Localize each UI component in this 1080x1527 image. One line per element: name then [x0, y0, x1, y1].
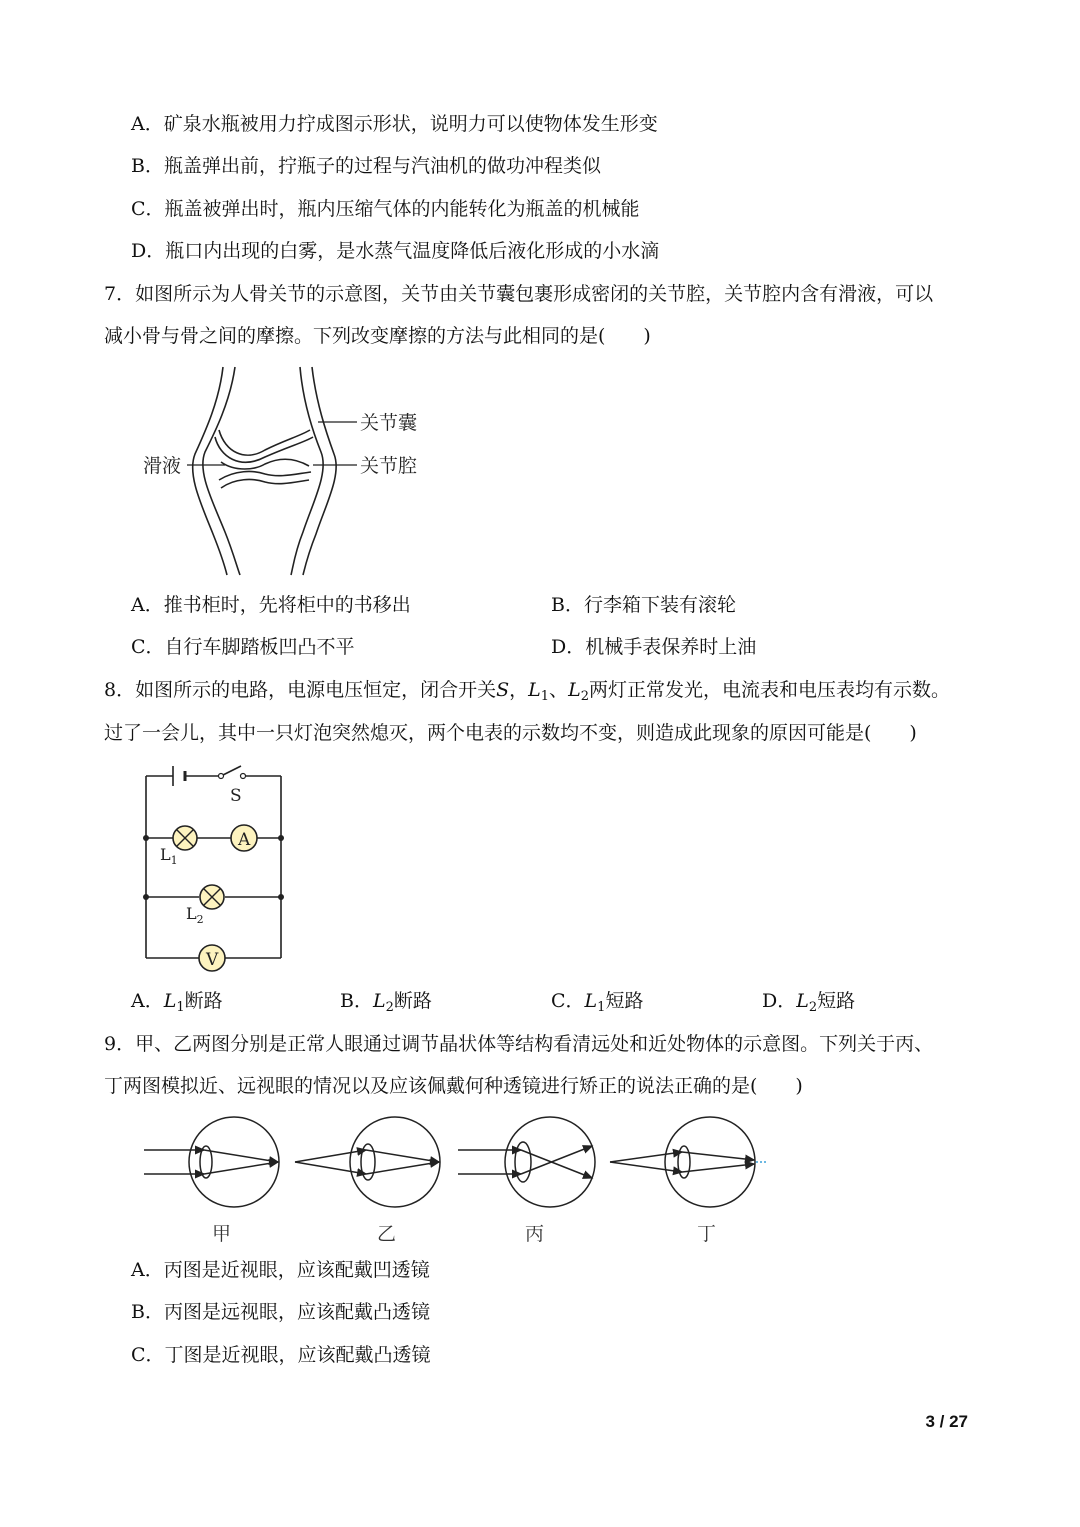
q7-option-c: C．自行车脚踏板凹凸不平 [131, 636, 355, 658]
ammeter-label: A [238, 830, 251, 850]
q9-stem-line2: 丁两图模拟近、远视眼的情况以及应该佩戴何种透镜进行矫正的说法正确的是( ) [104, 1075, 803, 1097]
label-jia: 甲 [212, 1223, 232, 1245]
lamp-l1 [173, 826, 197, 850]
label-capsule: 关节囊 [360, 412, 418, 434]
lamp1-label: $L_1$ [160, 845, 178, 867]
eye-ding [610, 1117, 768, 1207]
q7-option-a: A．推书柜时，先将柜中的书移出 [131, 594, 411, 616]
eye-bing [458, 1117, 595, 1207]
q9-option-b: B．丙图是远视眼，应该配戴凸透镜 [131, 1301, 430, 1323]
q7-stem-line2: 减小骨与骨之间的摩擦。下列改变摩擦的方法与此相同的是( ) [104, 325, 651, 347]
q8-option-a: A．$L_1$断路 [131, 990, 223, 1015]
lamp-l2 [200, 885, 224, 909]
eye-jia [144, 1117, 279, 1207]
q6-option-d: D．瓶口内出现的白雾，是水蒸气温度降低后液化形成的小水滴 [131, 240, 660, 262]
q7-stem-line1: 7．如图所示为人骨关节的示意图，关节由关节囊包裹形成密闭的关节腔，关节腔内含有滑液，可以 [104, 283, 934, 305]
q6-option-a: A．矿泉水瓶被用力拧成图示形状，说明力可以使物体发生形变 [131, 113, 658, 135]
page-number: 3 / 27 [925, 1412, 968, 1431]
q9-option-a: A．丙图是近视眼，应该配戴凹透镜 [131, 1259, 430, 1281]
q8-option-b: B．$L_2$断路 [340, 990, 432, 1015]
q8-stem-line2: 过了一会儿，其中一只灯泡突然熄灭，两个电表的示数均不变，则造成此现象的原因可能是( ) [104, 722, 917, 744]
q6-option-c: C．瓶盖被弹出时，瓶内压缩气体的内能转化为瓶盖的机械能 [131, 198, 640, 220]
label-ding: 丁 [697, 1223, 717, 1245]
circuit-diagram [135, 762, 295, 977]
label-cavity: 关节腔 [360, 455, 418, 477]
q8-option-c: C．$L_1$短路 [551, 990, 644, 1015]
q7-option-d: D．机械手表保养时上油 [551, 636, 757, 658]
label-fluid: 滑液 [143, 455, 182, 477]
voltmeter-label: V [206, 950, 219, 970]
eye-yi [295, 1117, 440, 1207]
q6-option-b: B．瓶盖弹出前，拧瓶子的过程与汽油机的做功冲程类似 [131, 155, 601, 177]
switch-label: S [230, 786, 242, 806]
q8-stem-line1: 8．如图所示的电路，电源电压恒定，闭合开关S，$L_1$、$L_2$两灯正常发光，电流表和电压表均有示数。 [104, 679, 950, 704]
joint-diagram [135, 362, 435, 582]
q7-option-b: B．行李箱下装有滚轮 [551, 594, 736, 616]
lamp2-label: $L_2$ [186, 904, 204, 926]
q9-option-c: C．丁图是近视眼，应该配戴凸透镜 [131, 1344, 431, 1366]
q9-stem-line1: 9．甲、乙两图分别是正常人眼通过调节晶状体等结构看清远处和近处物体的示意图。下列关于丙、 [104, 1033, 934, 1055]
eye-diagrams [140, 1112, 780, 1247]
label-bing: 丙 [525, 1223, 545, 1245]
label-yi: 乙 [377, 1223, 397, 1245]
q8-option-d: D．$L_2$短路 [762, 990, 856, 1015]
